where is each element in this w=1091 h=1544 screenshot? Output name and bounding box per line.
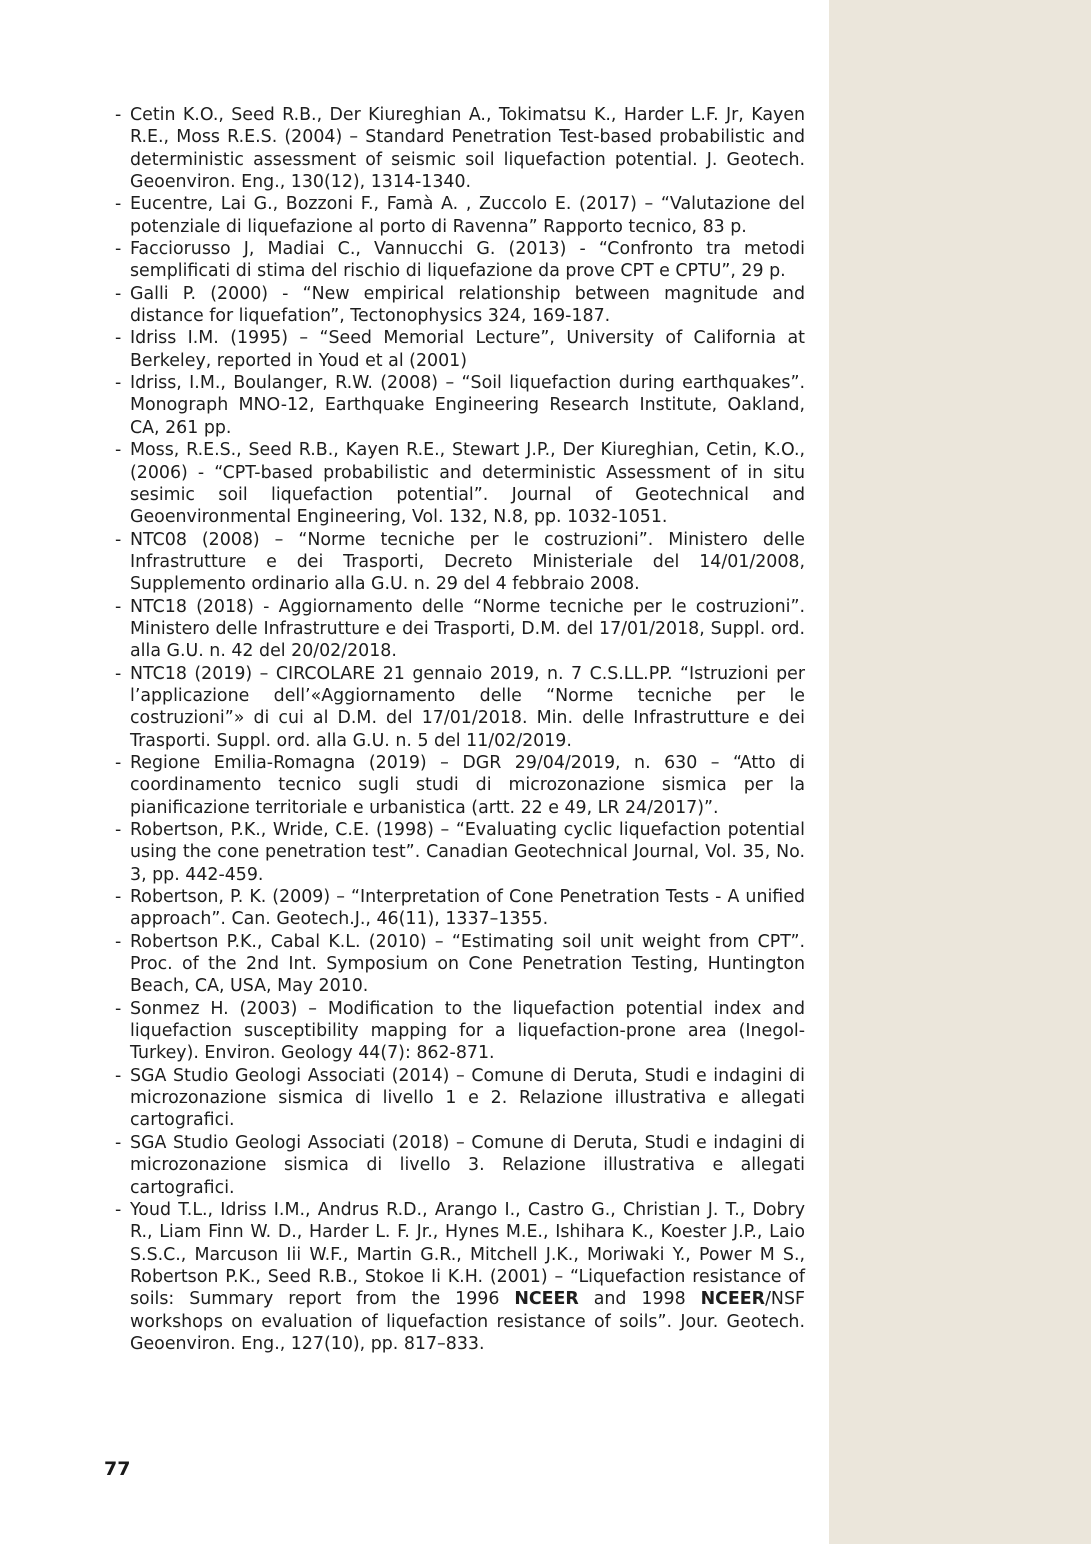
bullet-dash: - (115, 105, 122, 125)
reference-text: Robertson, P.K., Wride, C.E. (1998) – “Evaluating cyclic liquefaction potential using the cone penetration test”. Canadian Geotechnical Journal, Vol. 35, No. 3, pp. 442-459. (130, 820, 805, 885)
reference-text: NTC18 (2019) – CIRCOLARE 21 gennaio 2019, n. 7 C.S.LL.PP. “Istruzioni per l’applicazione dell’«Aggiornamento delle “Norme tecniche per le costruzioni”» di cui al D.M. del 17/01/2018. Min. delle Infrastrutture e dei Trasporti. Suppl. ord. alla G.U. n. 5 del 11/02/2019. (130, 663, 805, 751)
reference-list (112, 104, 805, 1355)
bullet-dash: - (115, 440, 122, 461)
list-item (112, 663, 805, 752)
bullet-dash: - (115, 596, 122, 617)
reference-text: Cetin K.O., Seed R.B., Der Kiureghian A., Tokimatsu K., Harder L.F. Jr, Kayen R.E., Moss R.E.S. (2004) – Standard Penetration Test-based probabilistic and deterministic assessment of seismic soil liquefaction potential. J. Geotech. Geoenviron. Eng., 130(12), 1314-1340. (130, 105, 805, 193)
reference-bold-term: NCEER (514, 1289, 579, 1310)
bullet-dash: - (115, 1065, 122, 1086)
list-item (112, 372, 805, 439)
bullet-dash: - (115, 328, 122, 349)
reference-text: SGA Studio Geologi Associati (2018) – Comune di Deruta, Studi e indagini di microzonazione sismica di livello 3. Relazione illustrativa e allegati cartografici. (130, 1132, 805, 1198)
reference-text: Idriss, I.M., Boulanger, R.W. (2008) – “Soil liquefaction during earthquakes”. Monograph MNO-12, Earthquake Engineering Research Institute, Oakland, CA, 261 pp. (130, 373, 805, 438)
list-item (112, 439, 805, 528)
reference-text: Facciorusso J, Madiai C., Vannucchi G. (2013) - “Confronto tra metodi semplificati di stima del rischio di liquefazione da prove CPT e CPTU”, 29 p. (130, 239, 805, 282)
reference-text: Robertson, P. K. (2009) – “Interpretation of Cone Penetration Tests - A unified approach”. Can. Geotech.J., 46(11), 1337–1355. (130, 887, 805, 930)
reference-text: Regione Emilia-Romagna (2019) – DGR 29/04/2019, n. 630 – “Atto di coordinamento tecnico sugli studi di microzonazione sismica per la pianificazione territoriale e urbanistica (artt. 22 e 49, LR 24/2017)”. (130, 752, 805, 818)
list-item (112, 104, 805, 193)
bullet-dash: - (115, 239, 122, 260)
reference-text: Robertson P.K., Cabal K.L. (2010) – “Estimating soil unit weight from CPT”. Proc. of the 2nd Int. Symposium on Cone Penetration Testing, Huntington Beach, CA, USA, May 2010. (130, 931, 805, 997)
list-item (112, 819, 805, 886)
reference-bold-term: NCEER (700, 1289, 766, 1310)
list-item (112, 1132, 805, 1199)
list-item (112, 283, 805, 328)
bullet-dash: - (115, 194, 122, 215)
bullet-dash: - (115, 931, 122, 952)
bullet-dash: - (115, 373, 122, 394)
bullet-dash: - (115, 663, 122, 684)
bullet-dash: - (115, 752, 122, 773)
reference-text: Idriss I.M. (1995) – “Seed Memorial Lecture”, University of California at Berkeley, reported in Youd et al (2001) (130, 328, 805, 371)
reference-text (130, 1200, 805, 1354)
bullet-dash: - (115, 998, 122, 1019)
list-item (112, 752, 805, 819)
list-item (112, 998, 805, 1065)
reference-text-part: Youd T.L., Idriss I.M., Andrus R.D., Arango I., Castro G., Christian J. T., Dobry R., Liam Finn W. D., Harder L. F. Jr., Hynes M.E., Ishihara K., Koester J.P., Laio S.S.C., Marcuson Iii W.F., Martin G.R., Mitchell J.K., Moriwaki Y., Power M S., Robertson P.K., Seed R.B., Stokoe Ii K.H. (2001) – “Liquefaction resistance of soils: Summary report from the 1996 (130, 1199, 805, 1310)
reference-text: SGA Studio Geologi Associati (2014) – Comune di Deruta, Studi e indagini di microzonazione sismica di livello 1 e 2. Relazione illustrativa e allegati cartografici. (130, 1065, 805, 1131)
list-item (112, 238, 805, 283)
bullet-dash: - (115, 887, 122, 908)
list-item (112, 931, 805, 998)
list-item (112, 1199, 805, 1355)
reference-text-part: /NSF workshops on evaluation of liquefaction resistance of soils”. Jour. Geotech. Geoenviron. Eng., 127(10), pp. 817–833. (130, 1289, 805, 1354)
reference-text: Sonmez H. (2003) – Modification to the liquefaction potential index and liquefaction susceptibility mapping for a liquefaction-prone area (Inegol-Turkey). Environ. Geology 44(7): 862-871. (130, 998, 805, 1064)
reference-text: NTC08 (2008) – “Norme tecniche per le costruzioni”. Ministero delle Infrastrutture e dei Trasporti, Decreto Ministeriale del 14/01/2008, Supplemento ordinario alla G.U. n. 29 del 4 febbraio 2008. (130, 529, 805, 595)
reference-text: NTC18 (2018) - Aggiornamento delle “Norme tecniche per le costruzioni”. Ministero delle Infrastrutture e dei Trasporti, D.M. del 17/01/2018, Suppl. ord. alla G.U. n. 42 del 20/02/2018. (130, 596, 805, 662)
reference-text: Galli P. (2000) - “New empirical relationship between magnitude and distance for liquefation”, Tectonophysics 324, 169-187. (130, 283, 805, 327)
reference-text: Eucentre, Lai G., Bozzoni F., Famà A. , Zuccolo E. (2017) – “Valutazione del potenziale di liquefazione al porto di Ravenna” Rapporto tecnico, 83 p. (130, 194, 805, 237)
list-item (112, 529, 805, 596)
bullet-dash: - (115, 820, 122, 840)
bullet-dash: - (115, 1199, 122, 1220)
list-item (112, 886, 805, 931)
bullet-dash: - (115, 529, 122, 550)
list-item (112, 1065, 805, 1132)
list-item (112, 596, 805, 663)
list-item (112, 327, 805, 372)
reference-text: Moss, R.E.S., Seed R.B., Kayen R.E., Stewart J.P., Der Kiureghian, Cetin, K.O., (2006) - “CPT-based probabilistic and deterministic Assessment of in situ sesimic soil liquefaction potential”. Journal of Geotechnical and Geoenvironmental Engineering, Vol. 132, N.8, pp. 1032-1051. (130, 440, 805, 528)
reference-text-part: and 1998 (578, 1289, 701, 1310)
page-number: 77 (104, 1458, 131, 1480)
list-item (112, 193, 805, 238)
side-band (829, 0, 1091, 1544)
bullet-dash: - (115, 1132, 122, 1153)
bullet-dash: - (115, 283, 122, 304)
